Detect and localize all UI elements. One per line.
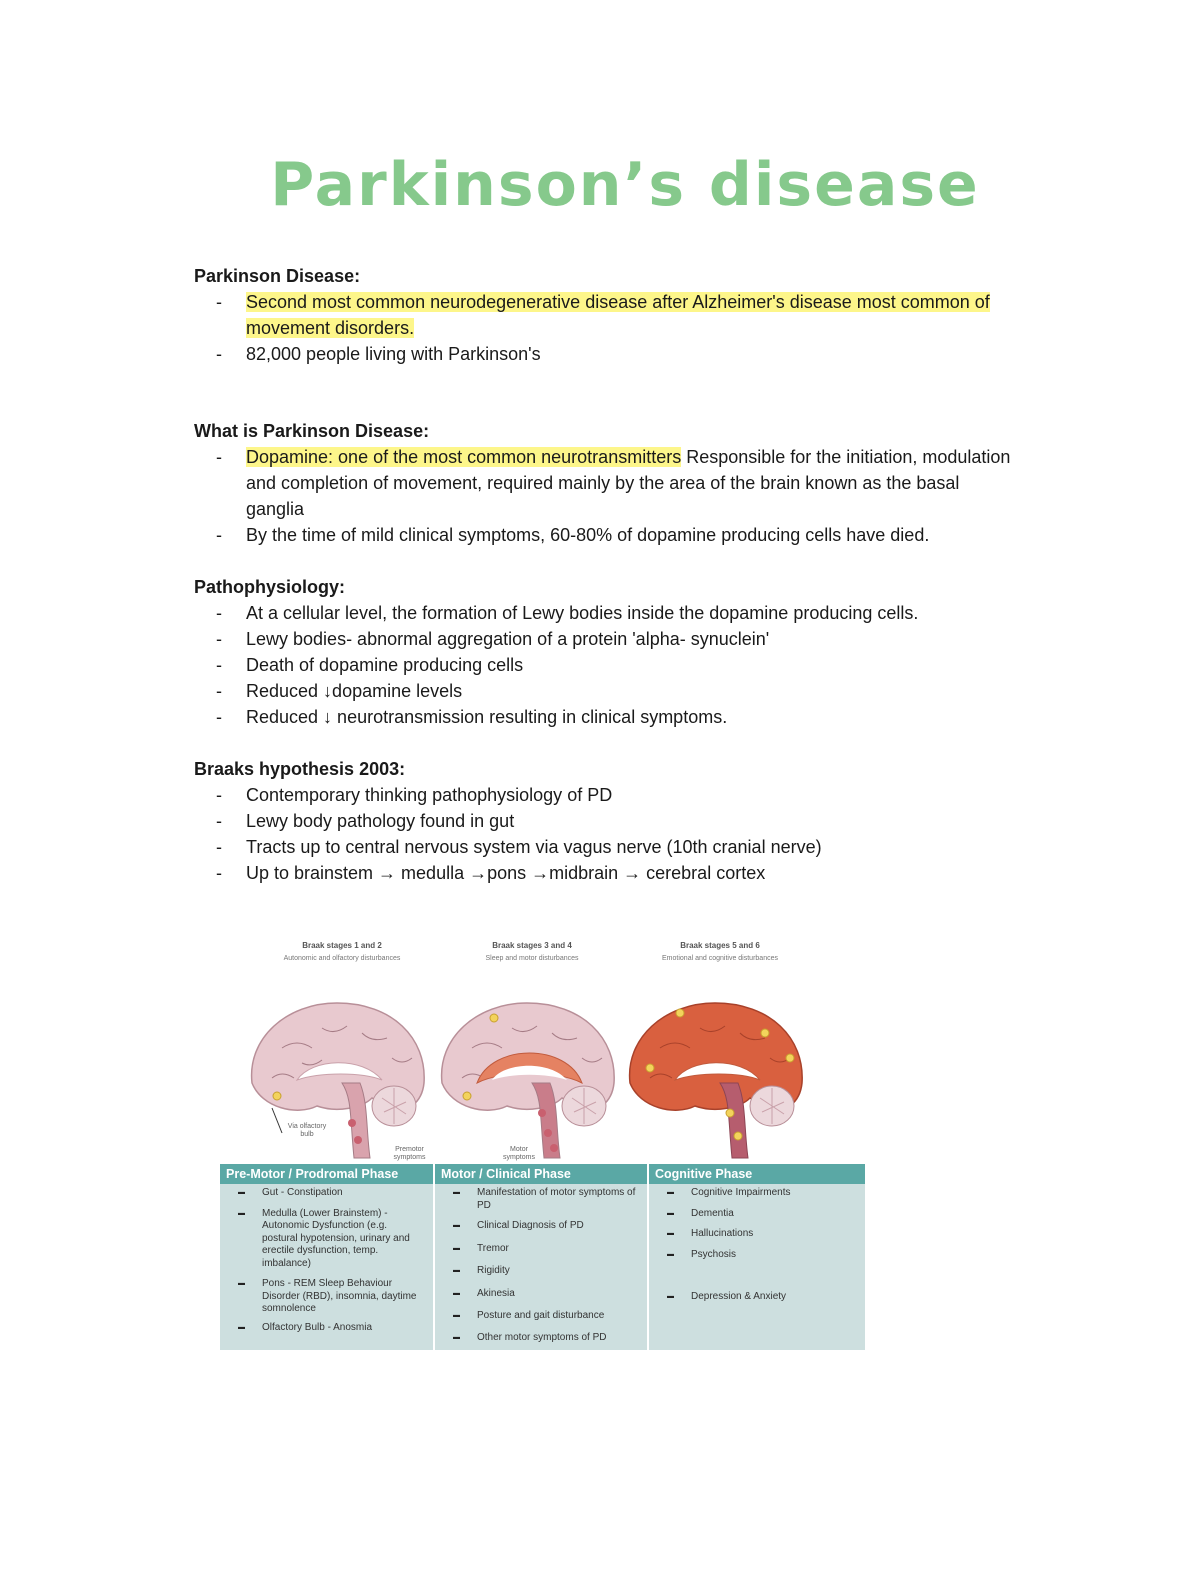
list-item: ▬ Posture and gait disturbance xyxy=(435,1310,647,1323)
section-heading: Pathophysiology: xyxy=(194,577,346,597)
bullet-item: - Lewy body pathology found in gut xyxy=(194,808,1014,834)
list-item: ▬ Gut - Constipation xyxy=(220,1187,433,1200)
braak-stages-figure xyxy=(220,940,865,1350)
bullet-item: - Reduced ↓dopamine levels xyxy=(194,678,1014,704)
olfactory-label: Via olfactory bulb xyxy=(287,1123,327,1138)
list-item: ▬ Medulla (Lower Brainstem) - Autonomic Dysfunction (e.g. postural hypotension, urinary and erectile dysfunction, temp. imbalance) xyxy=(220,1208,433,1271)
list-item: ▬ Akinesia xyxy=(435,1288,647,1301)
section-parkinson-disease xyxy=(194,263,1014,367)
list-item: ▬ Cognitive Impairments xyxy=(649,1187,865,1200)
section-heading: Braaks hypothesis 2003: xyxy=(194,759,406,779)
bullet-item xyxy=(194,289,1014,341)
stage-subtitle: Sleep and motor disturbances xyxy=(485,955,579,962)
bullet-text: Responsible for the initiation, modulation and completion of movement, required mainly by the area of the brain known as the basal ganglia xyxy=(246,447,1011,519)
cognitive-column xyxy=(649,1184,865,1350)
stage-subtitle: Emotional and cognitive disturbances xyxy=(662,955,778,962)
stage-title: Braak stages 1 and 2 xyxy=(302,941,382,950)
list-item: ▬ Tremor xyxy=(435,1243,647,1256)
bullet-item: - Lewy bodies- abnormal aggregation of a protein 'alpha- synuclein' xyxy=(194,626,1014,652)
section-what-is-parkinson xyxy=(194,418,1014,548)
bullet-list xyxy=(194,444,1014,548)
highlighted-text: Second most common neurodegenerative disease after Alzheimer's disease most common of movement disorders. xyxy=(246,292,990,338)
motor-label: Motor symptoms xyxy=(503,1146,535,1161)
bullet-item xyxy=(194,444,1014,522)
bullet-item: - At a cellular level, the formation of Lewy bodies inside the dopamine producing cells. xyxy=(194,600,1014,626)
bullet-item: - Up to brainstem → medulla →pons →midbrain → cerebral cortex xyxy=(194,860,1014,886)
section-heading: What is Parkinson Disease: xyxy=(194,421,430,441)
bullet-item: - Tracts up to central nervous system via vagus nerve (10th cranial nerve) xyxy=(194,834,1014,860)
stage-title: Braak stages 3 and 4 xyxy=(492,941,572,950)
section-braaks-hypothesis xyxy=(194,756,1014,886)
stage-title: Braak stages 5 and 6 xyxy=(680,941,760,950)
bullet-item: - Contemporary thinking pathophysiology of PD xyxy=(194,782,1014,808)
brain-illustration xyxy=(620,988,810,1163)
phase-table xyxy=(220,1164,865,1350)
brain-stage-5-6 xyxy=(620,940,820,1165)
bullet-item: - By the time of mild clinical symptoms, 60-80% of dopamine producing cells have died. xyxy=(194,522,1014,548)
header-motor: Motor / Clinical Phase xyxy=(435,1164,649,1184)
motor-column xyxy=(435,1184,649,1350)
bullet-list xyxy=(194,289,1014,367)
table-body xyxy=(220,1184,865,1350)
list-item: ▬ Other motor symptoms of PD xyxy=(435,1332,647,1345)
table-header xyxy=(220,1164,865,1184)
list-item: ▬ Rigidity xyxy=(435,1265,647,1278)
list-item: ▬ Pons - REM Sleep Behaviour Disorder (RBD), insomnia, daytime somnolence xyxy=(220,1278,433,1316)
premotor-label: Premotor symptoms xyxy=(393,1146,426,1161)
brain-illustration xyxy=(242,988,432,1163)
highlighted-text: Dopamine: one of the most common neurotransmitters xyxy=(246,447,682,467)
list-item: ▬ Psychosis xyxy=(649,1249,865,1262)
bullet-item: - Death of dopamine producing cells xyxy=(194,652,1014,678)
bullet-list xyxy=(194,600,1014,730)
page-title: Parkinson’s disease xyxy=(270,150,980,220)
bullet-list xyxy=(194,782,1014,886)
brain-illustration xyxy=(432,988,622,1163)
premotor-column xyxy=(220,1184,435,1350)
list-item: ▬ Depression & Anxiety xyxy=(649,1291,865,1304)
section-pathophysiology xyxy=(194,574,1014,730)
list-item: ▬ Manifestation of motor symptoms of PD xyxy=(435,1187,647,1212)
bullet-item: - 82,000 people living with Parkinson's xyxy=(194,341,1014,367)
stage-subtitle: Autonomic and olfactory disturbances xyxy=(283,955,401,962)
section-heading: Parkinson Disease: xyxy=(194,266,361,286)
list-item: ▬ Clinical Diagnosis of PD xyxy=(435,1220,647,1233)
list-item: ▬ Olfactory Bulb - Anosmia xyxy=(220,1322,433,1335)
header-premotor: Pre-Motor / Prodromal Phase xyxy=(220,1164,435,1184)
list-item: ▬ Hallucinations xyxy=(649,1228,865,1241)
brain-stage-1-2 xyxy=(242,940,442,1165)
header-cognitive: Cognitive Phase xyxy=(655,1167,753,1181)
bullet-item: - Reduced ↓ neurotransmission resulting in clinical symptoms. xyxy=(194,704,1014,730)
list-item: ▬ Dementia xyxy=(649,1208,865,1221)
brain-stage-3-4 xyxy=(432,940,632,1165)
